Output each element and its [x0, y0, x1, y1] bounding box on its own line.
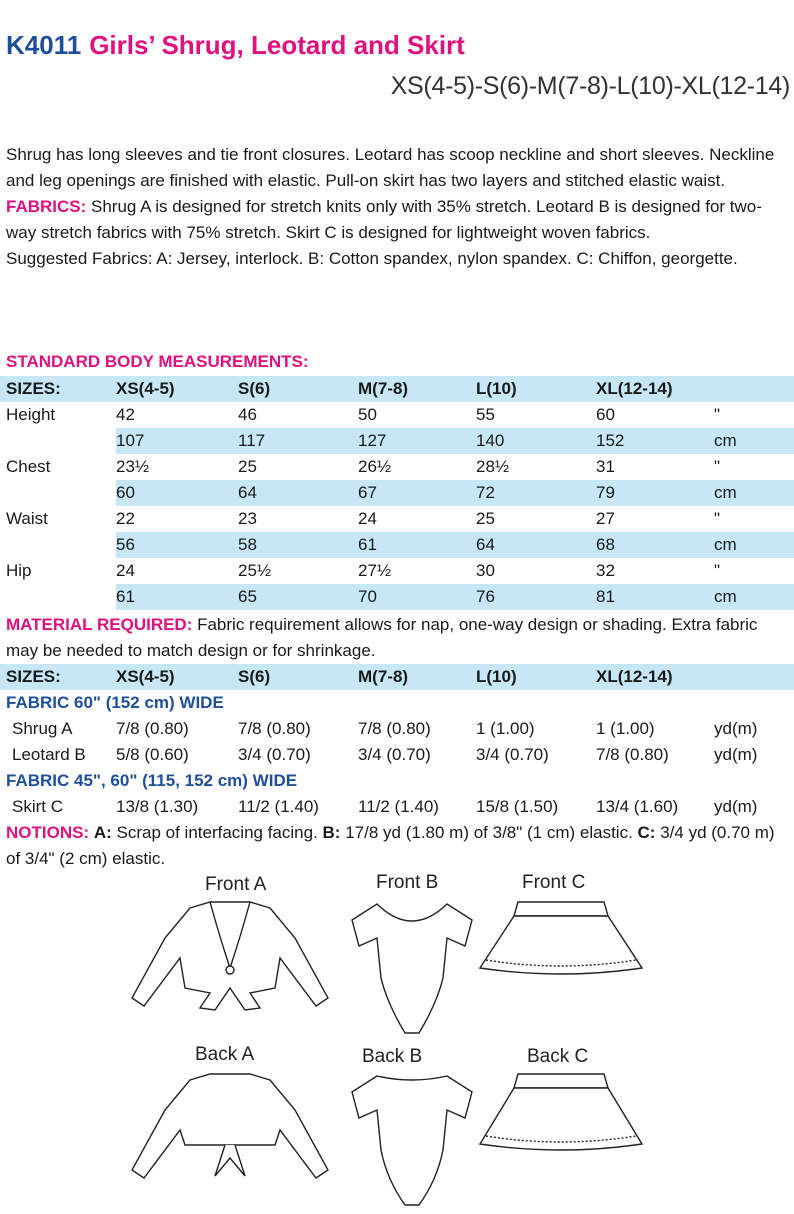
cell: 42: [116, 405, 135, 424]
notion-a-text: Scrap of interfacing facing.: [111, 823, 323, 842]
unit: yd(m): [714, 745, 758, 764]
cell: 60: [596, 405, 615, 424]
size-header: L(10): [476, 376, 596, 402]
cell: 107: [116, 428, 238, 454]
unit: ": [714, 561, 721, 580]
skirt-back-drawing: [478, 1070, 644, 1156]
sizes-label: SIZES:: [0, 376, 116, 402]
fabrics-text: [6, 194, 790, 246]
row-label: [0, 428, 116, 454]
cell: 76: [476, 584, 596, 610]
cell: 28½: [476, 457, 510, 476]
cell: 58: [238, 532, 358, 558]
cell: 67: [358, 480, 476, 506]
cell: 24: [358, 509, 377, 528]
suggested-fabrics: Suggested Fabrics: A: Jersey, interlock. B: Cotton spandex, nylon spandex. C: Chiffon, georgette.: [6, 249, 738, 268]
row-label: [0, 532, 116, 558]
cell: 140: [476, 428, 596, 454]
skirt-front-drawing: [478, 898, 644, 980]
row-label: Leotard B: [12, 745, 86, 764]
sizes-header-row: [0, 376, 794, 402]
unit: ": [714, 405, 721, 424]
cell: 1 (1.00): [596, 719, 655, 738]
size-header: L(10): [476, 664, 596, 690]
fabric60-heading: FABRIC 60" (152 cm) WIDE: [6, 693, 224, 712]
unit: cm: [714, 480, 794, 506]
description-text: Shrug has long sleeves and tie front closures. Leotard has scoop neckline and short sleeves. Neckline and leg openings are finished with elastic. Pull-on skirt has two layers and stitched elastic waist.: [6, 145, 775, 190]
material-text: Fabric requirement allows for nap, one-way design or shading. Extra fabric may be needed to match design or for shrinkage.: [6, 615, 758, 660]
row-label: [0, 584, 116, 610]
shrug-front-drawing: [130, 898, 330, 1018]
cell: 3/4 (0.70): [476, 745, 549, 764]
size-header: XL(12-14): [596, 376, 714, 402]
cell: 31: [596, 457, 615, 476]
leotard-front-drawing: [347, 898, 477, 1038]
table-row: [0, 584, 794, 610]
notion-b-label: B:: [322, 823, 341, 842]
table-row: [0, 506, 794, 532]
unit: yd(m): [714, 797, 758, 816]
fabrics-body: Shrug A is designed for stretch knits only with 35% stretch. Leotard B is designed for two-way stretch fabrics with 75% stretch. Skirt C is designed for lightweight woven fabrics.: [6, 197, 762, 242]
size-header: S(6): [238, 664, 358, 690]
notion-b-text: 17/8 yd (1.80 m) of 3/8" (1 cm) elastic.: [340, 823, 638, 842]
table-row: [0, 480, 794, 506]
notions-block: [6, 820, 790, 872]
cell: 64: [238, 480, 358, 506]
fabric45-heading-row: [0, 768, 794, 794]
unit: yd(m): [714, 719, 758, 738]
material-block: [6, 612, 790, 664]
pattern-code: K4011: [6, 30, 82, 60]
table-row: [0, 402, 794, 428]
table-row: [0, 742, 794, 768]
front-c-label: Front C: [522, 872, 586, 893]
fabric45-heading: FABRIC 45", 60" (115, 152 cm) WIDE: [6, 771, 298, 790]
sizes-label: SIZES:: [0, 664, 116, 690]
body-measurements-heading: STANDARD BODY MEASUREMENTS:: [6, 352, 309, 371]
back-c-label: Back C: [527, 1046, 589, 1067]
cell: 27: [596, 509, 615, 528]
cell: 81: [596, 584, 714, 610]
cell: 24: [116, 561, 135, 580]
cell: 50: [358, 405, 377, 424]
sizes-header-row: [0, 664, 794, 690]
table-row: [0, 716, 794, 742]
cell: 25: [238, 457, 257, 476]
row-label: Hip: [6, 561, 32, 580]
table-row: [0, 558, 794, 584]
cell: 5/8 (0.60): [116, 745, 189, 764]
top-cropped-text: [0, 0, 794, 6]
material-table: [0, 664, 794, 820]
cell: 11/2 (1.40): [358, 797, 439, 816]
cell: 65: [238, 584, 358, 610]
cell: 22: [116, 509, 135, 528]
cell: 7/8 (0.80): [238, 719, 311, 738]
cell: 56: [116, 532, 238, 558]
notion-a-label: A:: [93, 823, 112, 842]
row-label: Chest: [6, 457, 51, 476]
shrug-back-drawing: [130, 1070, 330, 1180]
cell: 79: [596, 480, 714, 506]
unit: ": [714, 509, 721, 528]
unit: cm: [714, 428, 794, 454]
cell: 61: [116, 584, 238, 610]
cell: 3/4 (0.70): [358, 745, 431, 764]
size-header: M(7-8): [358, 376, 476, 402]
table-row: [0, 794, 794, 820]
row-label: [0, 480, 116, 506]
table-row: [0, 532, 794, 558]
row-label: Skirt C: [12, 797, 63, 816]
cell: 152: [596, 428, 714, 454]
notion-c-text: 3/4 yd (0.70 m) of 3/4" (2 cm) elastic.: [6, 823, 775, 868]
size-header: M(7-8): [358, 664, 476, 690]
cell: 72: [476, 480, 596, 506]
cell: 15/8 (1.50): [476, 797, 559, 816]
cell: 27½: [358, 561, 392, 580]
cell: 60: [116, 480, 238, 506]
cell: 55: [476, 405, 495, 424]
cell: 13/4 (1.60): [596, 797, 679, 816]
cell: 30: [476, 561, 495, 580]
cell: 3/4 (0.70): [238, 745, 311, 764]
size-header: XS(4-5): [116, 376, 238, 402]
cell: 25½: [238, 561, 272, 580]
back-a-label: Back A: [195, 1044, 255, 1065]
unit: cm: [714, 532, 794, 558]
pattern-header: [6, 30, 465, 61]
cell: 70: [358, 584, 476, 610]
row-label: Waist: [6, 509, 48, 528]
size-range-line: XS(4-5)-S(6)-M(7-8)-L(10)-XL(12-14): [390, 72, 790, 100]
cell: 11/2 (1.40): [238, 797, 319, 816]
fabric60-heading-row: [0, 690, 794, 716]
leotard-back-drawing: [347, 1070, 477, 1210]
cell: 64: [476, 532, 596, 558]
description-block: [6, 142, 790, 272]
back-b-label: Back B: [362, 1046, 423, 1067]
cell: 68: [596, 532, 714, 558]
cell: 127: [358, 428, 476, 454]
row-label: Shrug A: [12, 719, 73, 738]
cell: 7/8 (0.80): [358, 719, 431, 738]
pattern-title: Girls’ Shrug, Leotard and Skirt: [89, 30, 465, 60]
size-header: XL(12-14): [596, 664, 714, 690]
cell: 23: [238, 509, 257, 528]
row-label: Height: [6, 405, 56, 424]
cell: 7/8 (0.80): [596, 745, 669, 764]
cell: 117: [238, 428, 358, 454]
front-b-label: Front B: [376, 872, 439, 893]
unit: cm: [714, 584, 794, 610]
table-row: [0, 454, 794, 480]
size-header: S(6): [238, 376, 358, 402]
cell: 26½: [358, 457, 392, 476]
table-row: [0, 428, 794, 454]
notions-label: NOTIONS:: [6, 823, 90, 842]
cell: 61: [358, 532, 476, 558]
unit: ": [714, 457, 721, 476]
cell: 46: [238, 405, 257, 424]
cell: 32: [596, 561, 615, 580]
notion-c-label: C:: [637, 823, 656, 842]
size-header: XS(4-5): [116, 664, 238, 690]
cell: 25: [476, 509, 495, 528]
fabrics-label: FABRICS:: [6, 197, 87, 216]
cell: 23½: [116, 457, 150, 476]
front-a-label: Front A: [205, 874, 267, 895]
body-measurements-table: [0, 376, 794, 610]
cell: 13/8 (1.30): [116, 797, 199, 816]
material-label: MATERIAL REQUIRED:: [6, 615, 193, 634]
cell: 7/8 (0.80): [116, 719, 189, 738]
cell: 1 (1.00): [476, 719, 535, 738]
